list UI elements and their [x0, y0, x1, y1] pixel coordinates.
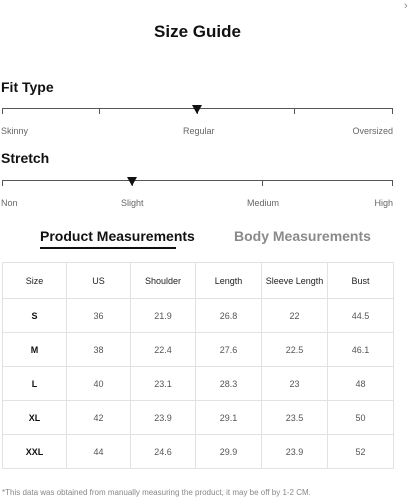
- stretch-tick: [262, 180, 263, 186]
- fit-type-option-skinny: Skinny: [1, 126, 29, 136]
- table-row: [3, 333, 394, 367]
- fit-type-option-oversized: Oversized: [352, 126, 393, 136]
- cell-size: M: [3, 333, 67, 367]
- header-sleeve-length: Sleeve Length: [262, 263, 328, 299]
- fit-type-tick: [99, 108, 100, 114]
- cell-size: L: [3, 367, 67, 401]
- stretch-scale-line: [2, 180, 393, 181]
- cell-size: XXL: [3, 435, 67, 469]
- stretch-option-medium: Medium: [247, 198, 280, 208]
- cell-length: 27.6: [196, 333, 262, 367]
- fit-type-tick: [294, 108, 295, 114]
- stretch-tick: [2, 180, 3, 186]
- header-bust: Bust: [328, 263, 394, 299]
- cell-shoulder: 23.9: [131, 401, 196, 435]
- stretch-option-non: Non: [1, 198, 18, 208]
- cell-shoulder: 23.1: [131, 367, 196, 401]
- cell-bust: 44.5: [328, 299, 394, 333]
- size-table: [2, 262, 394, 469]
- cell-us: 36: [67, 299, 131, 333]
- cell-us: 42: [67, 401, 131, 435]
- cell-bust: 52: [328, 435, 394, 469]
- close-icon[interactable]: ›: [404, 0, 408, 12]
- table-row: [3, 401, 394, 435]
- header-shoulder: Shoulder: [131, 263, 196, 299]
- page-title: Size Guide: [154, 22, 241, 41]
- active-tab-underline: [40, 247, 176, 249]
- tab-body-measurements[interactable]: Body Measurements: [234, 228, 371, 244]
- stretch-option-high: High: [374, 198, 393, 208]
- cell-size: XL: [3, 401, 67, 435]
- footnote: *This data was obtained from manually measuring the product, it may be off by 1-2 CM.: [2, 488, 311, 497]
- stretch-option-slight: Slight: [121, 198, 144, 208]
- cell-us: 40: [67, 367, 131, 401]
- cell-sleeve-length: 22.5: [262, 333, 328, 367]
- fit-type-option-regular: Regular: [183, 126, 215, 136]
- table-header-row: [3, 263, 394, 299]
- cell-sleeve-length: 23: [262, 367, 328, 401]
- header-size: Size: [3, 263, 67, 299]
- cell-us: 38: [67, 333, 131, 367]
- stretch-tick: [392, 180, 393, 186]
- cell-length: 28.3: [196, 367, 262, 401]
- cell-length: 29.1: [196, 401, 262, 435]
- tab-product-measurements[interactable]: Product Measurements: [40, 228, 195, 244]
- fit-type-marker-icon: [192, 105, 202, 114]
- cell-size: S: [3, 299, 67, 333]
- stretch-title: Stretch: [1, 150, 50, 166]
- cell-sleeve-length: 23.9: [262, 435, 328, 469]
- header-length: Length: [196, 263, 262, 299]
- cell-us: 44: [67, 435, 131, 469]
- cell-bust: 48: [328, 367, 394, 401]
- fit-type-tick: [2, 108, 3, 114]
- header-us: US: [67, 263, 131, 299]
- fit-type-tick: [392, 108, 393, 114]
- table-row: [3, 299, 394, 333]
- table-row: [3, 435, 394, 469]
- cell-shoulder: 21.9: [131, 299, 196, 333]
- fit-type-title: Fit Type: [1, 79, 54, 95]
- cell-sleeve-length: 23.5: [262, 401, 328, 435]
- cell-length: 26.8: [196, 299, 262, 333]
- table-row: [3, 367, 394, 401]
- stretch-marker-icon: [127, 177, 137, 186]
- cell-shoulder: 24.6: [131, 435, 196, 469]
- cell-bust: 50: [328, 401, 394, 435]
- cell-sleeve-length: 22: [262, 299, 328, 333]
- cell-shoulder: 22.4: [131, 333, 196, 367]
- cell-bust: 46.1: [328, 333, 394, 367]
- cell-length: 29.9: [196, 435, 262, 469]
